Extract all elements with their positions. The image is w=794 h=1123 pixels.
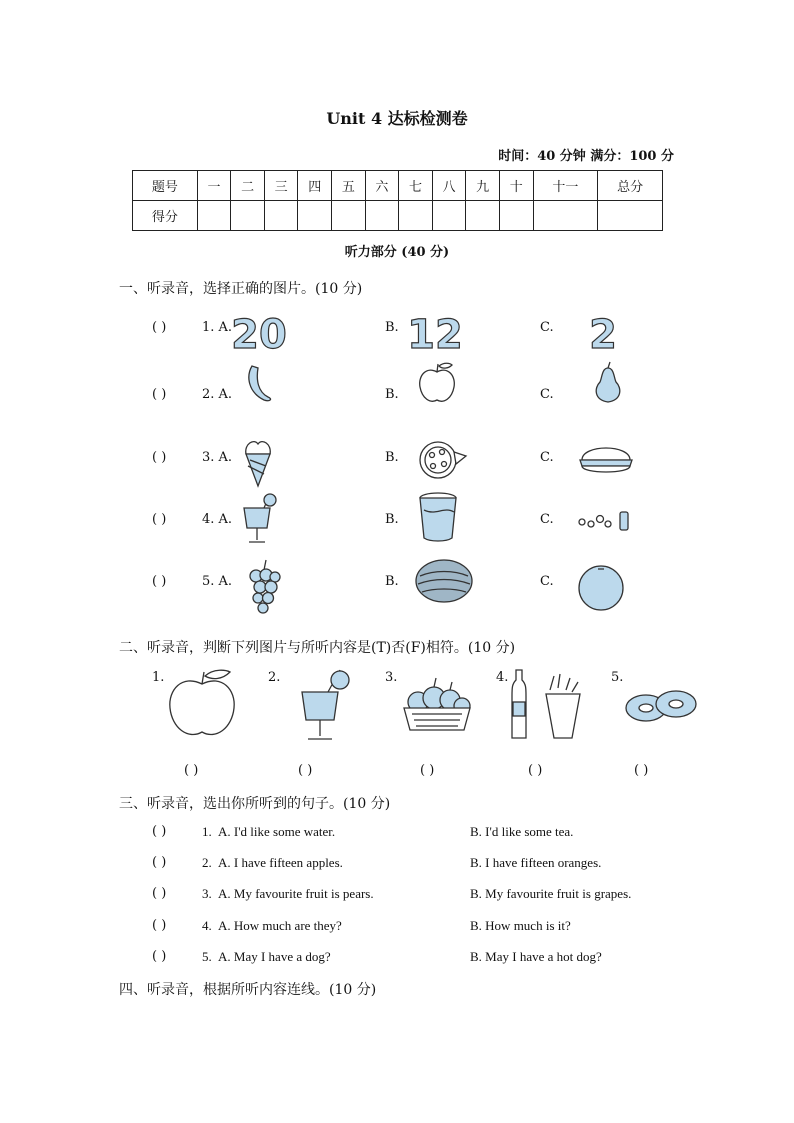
answer-paren[interactable]: ( ) bbox=[152, 574, 167, 589]
option-b-sentence: B. How much is it? bbox=[470, 918, 571, 933]
option-c-label: C. bbox=[540, 450, 554, 465]
option-a-sentence: A. I'd like some water. bbox=[218, 824, 336, 839]
option-b-sentence: B. May I have a hot dog? bbox=[470, 949, 602, 964]
section4-heading: 四、听录音，根据所听内容连线。(10 分) bbox=[119, 982, 377, 998]
score-input-cell[interactable] bbox=[264, 201, 298, 231]
candy-icon[interactable] bbox=[576, 506, 636, 534]
score-cell: 四 bbox=[298, 171, 332, 201]
item-number: 4. bbox=[202, 918, 212, 933]
listening-header: 听力部分 (40 分) bbox=[344, 245, 450, 260]
score-cell: 十一 bbox=[533, 171, 598, 201]
answer-paren[interactable]: ( ) bbox=[152, 387, 167, 402]
number-20-text: 20 bbox=[231, 312, 287, 358]
answer-paren[interactable]: ( ) bbox=[634, 763, 649, 778]
score-table bbox=[132, 170, 663, 231]
watermelon-icon[interactable] bbox=[414, 558, 474, 604]
number-12-icon[interactable] bbox=[407, 308, 463, 358]
score-cell: 二 bbox=[231, 171, 265, 201]
juice-icon[interactable] bbox=[296, 666, 354, 744]
score-input-cell[interactable] bbox=[197, 201, 231, 231]
item-number: 4. A. bbox=[202, 512, 233, 527]
item-number: 3. A. bbox=[202, 450, 233, 465]
number-12-text: 12 bbox=[407, 312, 463, 358]
answer-paren[interactable]: ( ) bbox=[152, 824, 167, 839]
answer-paren[interactable]: ( ) bbox=[152, 855, 167, 870]
item-number: 3. bbox=[385, 670, 398, 685]
score-input-cell[interactable] bbox=[499, 201, 533, 231]
section1-heading: 一、听录音，选择正确的图片。(10 分) bbox=[119, 281, 363, 297]
option-a-sentence: A. I have fifteen apples. bbox=[218, 855, 343, 870]
item-number: 4. bbox=[496, 670, 509, 685]
option-c-label: C. bbox=[540, 512, 554, 527]
item-number: 2. bbox=[268, 670, 281, 685]
option-a-sentence: A. May I have a dog? bbox=[218, 949, 331, 964]
apple-icon[interactable] bbox=[414, 360, 460, 406]
option-a-sentence: A. My favourite fruit is pears. bbox=[218, 886, 374, 901]
option-b-label: B. bbox=[385, 450, 399, 465]
score-input-cell[interactable] bbox=[432, 201, 466, 231]
score-input-cell[interactable] bbox=[533, 201, 598, 231]
score-cell: 六 bbox=[365, 171, 399, 201]
grapes-icon[interactable] bbox=[246, 558, 282, 616]
option-c-label: C. bbox=[540, 387, 554, 402]
apple-icon[interactable] bbox=[164, 668, 240, 740]
fruit-basket-icon[interactable] bbox=[400, 672, 474, 736]
score-input-cell[interactable] bbox=[231, 201, 265, 231]
score-input-cell[interactable] bbox=[399, 201, 433, 231]
answer-paren[interactable]: ( ) bbox=[152, 918, 167, 933]
item-number: 1. bbox=[202, 824, 212, 839]
item-number: 1. A. bbox=[202, 320, 233, 335]
number-2-text: 2 bbox=[589, 312, 617, 358]
answer-paren[interactable]: ( ) bbox=[152, 512, 167, 527]
option-b-label: B. bbox=[385, 387, 399, 402]
score-input-cell[interactable] bbox=[365, 201, 399, 231]
score-value-row bbox=[133, 201, 663, 231]
cup-icon[interactable] bbox=[416, 490, 460, 544]
cola-fries-icon[interactable] bbox=[510, 666, 586, 742]
number-2-icon[interactable] bbox=[588, 308, 618, 358]
option-b-sentence: B. My favourite fruit is grapes. bbox=[470, 886, 632, 901]
item-number: 2. A. bbox=[202, 387, 233, 402]
donuts-icon[interactable] bbox=[624, 686, 698, 724]
answer-paren[interactable]: ( ) bbox=[184, 763, 199, 778]
exam-meta: 时间：40 分钟 满分：100 分 bbox=[498, 149, 674, 164]
section2-heading: 二、听录音，判断下列图片与所听内容是(T)否(F)相符。(10 分) bbox=[119, 640, 516, 656]
answer-paren[interactable]: ( ) bbox=[152, 320, 167, 335]
banana-icon[interactable] bbox=[240, 362, 276, 404]
score-input-cell[interactable] bbox=[598, 201, 663, 231]
item-number: 1. bbox=[152, 670, 165, 685]
score-cell: 题号 bbox=[133, 171, 198, 201]
page-title: Unit 4 达标检测卷 bbox=[326, 109, 468, 128]
score-cell: 一 bbox=[197, 171, 231, 201]
option-b-sentence: B. I'd like some tea. bbox=[470, 824, 574, 839]
score-input-cell[interactable] bbox=[332, 201, 366, 231]
option-a-sentence: A. How much are they? bbox=[218, 918, 342, 933]
item-number: 2. bbox=[202, 855, 212, 870]
item-number: 5. A. bbox=[202, 574, 233, 589]
score-cell: 七 bbox=[399, 171, 433, 201]
score-cell: 十 bbox=[499, 171, 533, 201]
option-c-label: C. bbox=[540, 320, 554, 335]
score-cell: 五 bbox=[332, 171, 366, 201]
item-number: 5. bbox=[202, 949, 212, 964]
option-b-label: B. bbox=[385, 512, 399, 527]
option-b-label: B. bbox=[385, 320, 399, 335]
orange-icon[interactable] bbox=[574, 563, 628, 611]
score-cell: 三 bbox=[264, 171, 298, 201]
score-cell: 八 bbox=[432, 171, 466, 201]
pizza-icon[interactable] bbox=[416, 438, 468, 482]
item-number: 3. bbox=[202, 886, 212, 901]
answer-paren[interactable]: ( ) bbox=[420, 763, 435, 778]
option-b-label: B. bbox=[385, 574, 399, 589]
section3-heading: 三、听录音，选出你所听到的句子。(10 分) bbox=[119, 796, 391, 812]
hamburger-icon[interactable] bbox=[576, 440, 636, 480]
pear-icon[interactable] bbox=[588, 360, 628, 406]
answer-paren[interactable]: ( ) bbox=[298, 763, 313, 778]
score-header-row bbox=[133, 171, 663, 201]
item-number: 5. bbox=[611, 670, 624, 685]
answer-paren[interactable]: ( ) bbox=[152, 450, 167, 465]
score-input-cell[interactable] bbox=[298, 201, 332, 231]
number-20-icon[interactable] bbox=[231, 308, 287, 358]
score-cell: 总分 bbox=[598, 171, 663, 201]
answer-paren[interactable]: ( ) bbox=[528, 763, 543, 778]
score-cell: 九 bbox=[466, 171, 500, 201]
ice-cream-icon[interactable] bbox=[238, 436, 278, 488]
score-input-cell[interactable] bbox=[466, 201, 500, 231]
juice-icon[interactable] bbox=[240, 490, 278, 546]
score-label-cell: 得分 bbox=[133, 201, 198, 231]
option-b-sentence: B. I have fifteen oranges. bbox=[470, 855, 602, 870]
answer-paren[interactable]: ( ) bbox=[152, 886, 167, 901]
option-c-label: C. bbox=[540, 574, 554, 589]
answer-paren[interactable]: ( ) bbox=[152, 949, 167, 964]
